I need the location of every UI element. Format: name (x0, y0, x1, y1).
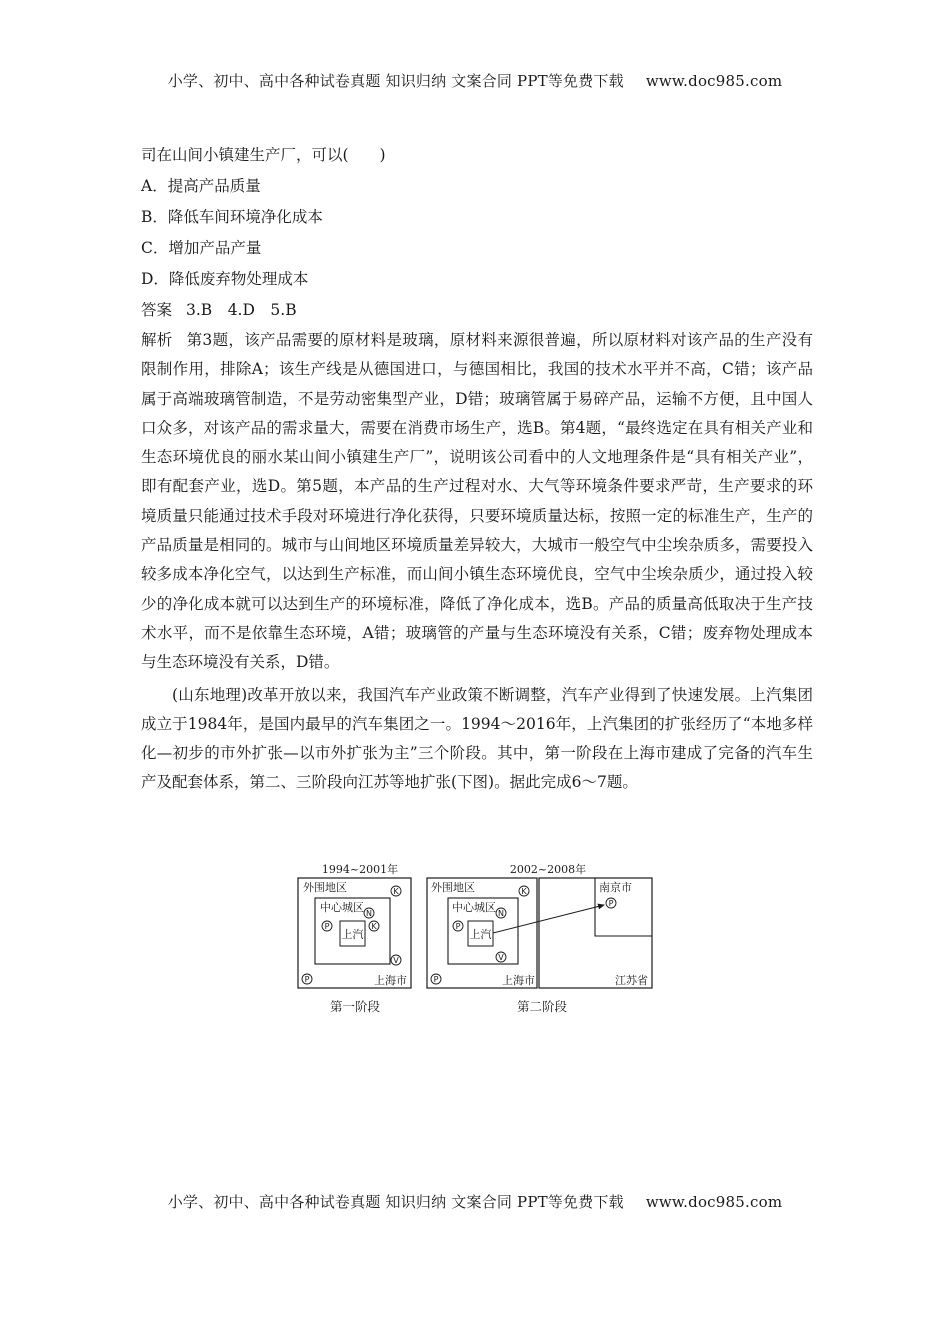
stage1-marker-k-center (369, 921, 379, 931)
answer-text: 3.B 4.D 5.B (186, 301, 297, 319)
svg-text:N: N (366, 909, 372, 918)
stage2-company: 上汽 (469, 928, 492, 941)
option-b: B．降低车间环境净化成本 (141, 208, 323, 226)
header-text: 小学、初中、高中各种试卷真题 知识归纳 文案合同 PPT等免费下载 (167, 72, 624, 90)
expansion-figure (295, 860, 655, 1020)
stage1-outer-label: 外围地区 (303, 881, 347, 894)
svg-text:V: V (393, 956, 399, 965)
stage1-center-label: 中心城区 (320, 901, 364, 914)
stage1-company: 上汽 (341, 928, 364, 941)
svg-text:P: P (433, 975, 439, 984)
stage2-city-label: 上海市 (502, 974, 535, 987)
svg-text:K: K (393, 887, 399, 896)
svg-text:N: N (498, 909, 504, 918)
page-footer (0, 1191, 950, 1212)
stage2-marker-k (519, 886, 529, 896)
svg-text:V: V (498, 953, 504, 962)
svg-text:P: P (304, 975, 310, 984)
footer-text: 小学、初中、高中各种试卷真题 知识归纳 文案合同 PPT等免费下载 (167, 1193, 624, 1211)
header-site[interactable]: www.doc985.com (645, 72, 783, 90)
stage2-period: 2002~2008年 (509, 863, 587, 876)
intro-paragraph: (山东地理)改革开放以来，我国汽车产业政策不断调整，汽车产业得到了快速发展。上汽集团成立于1984年，是国内最早的汽车集团之一。1994～2016年，上汽集团的扩张经历了“本地多样化—初步的市外扩张—以市外扩张为主”三个阶段。其中，第一阶段在上海市建成了完备的汽车生产及配套体系，第二、三阶段向江苏等地扩张(下图)。据此完成6～7题。 (141, 685, 813, 792)
svg-text:P: P (324, 922, 330, 931)
stage1-caption: 第一阶段 (329, 999, 381, 1014)
question-stem-tail: 司在山间小镇建生产厂，可以( ) (141, 146, 386, 164)
stage1-marker-n (364, 908, 374, 918)
stage2-marker-p-outer (431, 974, 441, 984)
footer-site[interactable]: www.doc985.com (645, 1193, 783, 1211)
svg-text:K: K (371, 922, 377, 931)
svg-text:P: P (455, 922, 461, 931)
stage1-diagram (298, 862, 411, 1014)
svg-text:K: K (521, 887, 527, 896)
stage1-marker-v (391, 955, 401, 965)
svg-text:P: P (608, 899, 614, 908)
analysis-text: 第3题，该产品需要的原材料是玻璃，原材料来源很普遍，所以原材料对该产品的生产没有限制作用，排除A；该生产线是从德国进口，与德国相比，我国的技术水平并不高，C错；该产品属于高端玻璃管制造，不是劳动密集型产业，D错；玻璃管属于易碎产品，运输不方便，且中国人口众多，对该产品的需求量大，需要在消费市场生产，选B。第4题，“最终选定在具有相关产业和生态环境优良的丽水某山间小镇建生产厂”，说明该公司看中的人文地理条件是“具有相关产业”，即有配套产业，选D。第5题，本产品的生产过程对水、大气等环境条件要求严苛，生产要求的环境质量只能通过技术手段对环境进行净化获得，只要环境质量达标，按照一定的标准生产，生产的产品质量是相同的。城市与山间地区环境质量差异较大，大城市一般空气中尘埃杂质多，需要投入较多成本净化空气，以达到生产标准，而山间小镇生态环境优良，空气中尘埃杂质少，通过投入较少的净化成本就可以达到生产的环境标准，降低了净化成本，选B。产品的质量高低取决于生产技术水平，而不是依靠生态环境，A错；玻璃管的产量与生态环境没有关系，C错；废弃物处理成本与生态环境没有关系，D错。 (141, 331, 813, 672)
stage1-marker-p-center (322, 921, 332, 931)
stage2-marker-v (496, 952, 506, 962)
page-header (0, 70, 950, 91)
expansion-arrow (493, 905, 604, 933)
answer-line (141, 295, 813, 326)
stage2-marker-n (496, 908, 506, 918)
option-c: C．增加产品产量 (141, 239, 262, 257)
stage2-caption: 第二阶段 (516, 999, 568, 1014)
option-a: A．提高产品质量 (141, 177, 261, 195)
analysis-label: 解析 (141, 331, 173, 349)
stage1-marker-k-outer (391, 886, 401, 896)
analysis-paragraph (141, 326, 813, 678)
stage2-marker-p-center (453, 921, 463, 931)
stage2-outer-label: 外围地区 (431, 881, 475, 894)
document-body (141, 140, 813, 798)
stage2-marker-p-nanjing (606, 898, 616, 908)
option-d: D．降低废弃物处理成本 (141, 270, 309, 288)
stage2-nanjing-label: 南京市 (599, 881, 632, 894)
stage1-period: 1994~2001年 (321, 863, 399, 876)
stage1-city-label: 上海市 (374, 974, 407, 987)
stage2-diagram (427, 862, 652, 1014)
stage1-marker-p-outer (302, 974, 312, 984)
figure-svg (295, 860, 655, 1020)
stage2-province-label: 江苏省 (615, 974, 648, 987)
stage2-center-label: 中心城区 (452, 901, 496, 914)
answer-label: 答案 (141, 301, 173, 319)
